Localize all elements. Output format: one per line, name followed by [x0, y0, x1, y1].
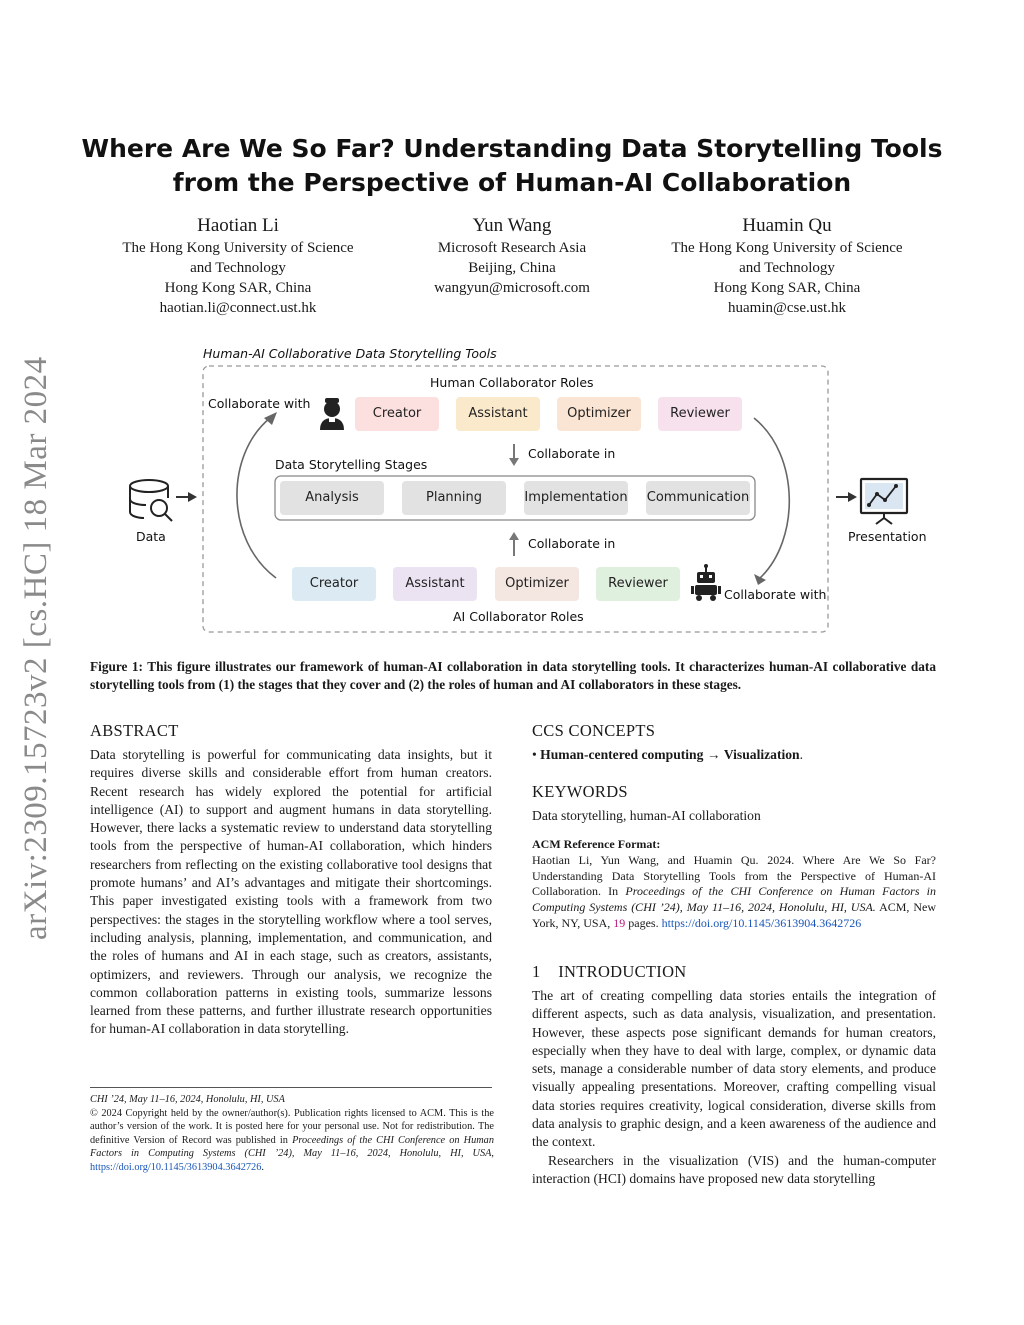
abstract-text: Data storytelling is powerful for communicating data insights, but it requires diverse skills and considerable effort from human creators. Recent research has widely explored the potential for artificial intelligence (AI) to support and augment humans in data storytelling. However, there lacks a systematic review to understand data storytelling tools from the perspective of human-AI collaboration, which hinders researchers from reflecting on the existing collaborative tool designs that promote humans’ and AI’s advantages and mitigate their shortcomings. This paper investigated existing tools with a framework from two perspectives: the stages in the storytelling workflow where a tool serves, including analysis, planning, implementation, and communication, and the roles of humans and AI in each stage, such as creators, assistants, optimizers, and reviewers. Through our analysis, we recognize the common collaboration patterns in existing tools, summarize lessons learned from these patterns, and further illustrate research opportunities for human-AI collaboration in data storytelling.: [90, 747, 492, 1037]
ai-role-assistant: Assistant: [393, 567, 477, 601]
footnote-doi-link[interactable]: https://doi.org/10.1145/3613904.3642726: [90, 1161, 262, 1173]
intro-section-number: 1: [532, 962, 541, 981]
author-name: Yun Wang: [472, 215, 552, 236]
ai-role-reviewer: Reviewer: [596, 567, 680, 601]
title-line-1: Where Are We So Far? Understanding Data Storytelling Tools: [81, 134, 943, 163]
author-location: Hong Kong SAR, China: [713, 280, 861, 296]
figure-graphics: [0, 0, 1024, 650]
author-name: Huamin Qu: [742, 215, 832, 236]
ai-role-optimizer: Optimizer: [495, 567, 579, 601]
acm-reference-proceedings: Proceedings of the CHI Conference on Human Factors in Computing Systems (CHI ’24), May 11–16, 2024, Honolulu, HI, USA.: [532, 884, 937, 915]
author-email: haotian.li@connect.ust.hk: [159, 300, 317, 316]
intro-heading: [532, 962, 687, 982]
human-role-optimizer: Optimizer: [557, 397, 641, 431]
presentation-chart-icon: [861, 479, 907, 524]
author-location: Beijing, China: [468, 260, 556, 276]
ccs-subconcept: Visualization: [723, 747, 800, 762]
collaborate-in-bottom-label: Collaborate in: [528, 536, 616, 551]
human-role-reviewer: Reviewer: [658, 397, 742, 431]
right-curved-arrowhead: [754, 574, 766, 585]
author-email: huamin@cse.ust.hk: [728, 300, 846, 316]
presentation-arrowhead: [848, 492, 857, 502]
footnote-rule: [90, 1087, 492, 1088]
intro-paragraph-1: The art of creating compelling data stories entails the integration of different aspects, such as data analysis, visualization, and presentation. However, these aspects pose significant demands for human creators, especially when they have to deal with large, complex, or dynamic data sets, manage a considerable number of data story elements, and produce visually appealing presentations. Moreover, crafting compelling visual data stories requires creativity, logical consideration, diverse skills from data analysis to graphic design, and a keen awareness of the audience and the context.: [532, 988, 936, 1150]
acm-reference: [532, 837, 936, 932]
acm-reference-doi-link[interactable]: https://doi.org/10.1145/3613904.3642726: [661, 915, 862, 930]
author-affiliation: and Technology: [190, 260, 286, 276]
author-affiliation: The Hong Kong University of Science: [122, 240, 354, 256]
collaborate-in-arrowhead-up: [509, 532, 519, 540]
author-affiliation: The Hong Kong University of Science: [671, 240, 903, 256]
human-collaborator-icon: [320, 398, 344, 430]
acm-reference-pages-suffix: pages.: [628, 915, 659, 930]
title-line-2: from the Perspective of Human-AI Collaboration: [172, 168, 852, 197]
stage-implementation: Implementation: [524, 481, 628, 515]
acm-reference-heading: ACM Reference Format:: [532, 837, 661, 851]
author-location: Hong Kong SAR, China: [164, 280, 312, 296]
footnote-venue: CHI ’24, May 11–16, 2024, Honolulu, HI, USA: [90, 1094, 285, 1105]
database-search-icon: [130, 480, 172, 521]
ai-role-creator: Creator: [292, 567, 376, 601]
abstract-heading: ABSTRACT: [90, 721, 179, 740]
left-curved-arrowhead: [264, 412, 277, 425]
stage-analysis: Analysis: [280, 481, 384, 515]
collaborate-with-human-label: Collaborate with: [208, 396, 311, 411]
intro-paragraph-2: Researchers in the visualization (VIS) and the human-computer interaction (HCI) domains have proposed new data storytelling: [532, 1153, 936, 1187]
data-label: Data: [136, 529, 166, 544]
arxiv-identifier: arXiv:2309.15723v2 [cs.HC] 18 Mar 2024: [18, 356, 54, 940]
stage-planning: Planning: [402, 481, 506, 515]
keywords-heading: KEYWORDS: [532, 782, 628, 801]
acm-reference-pages: 19: [613, 915, 626, 930]
ccs-heading: CCS CONCEPTS: [532, 721, 656, 740]
stages-title: Data Storytelling Stages: [275, 457, 428, 472]
footnote: [90, 1093, 494, 1175]
author-affiliation: Microsoft Research Asia: [437, 240, 587, 256]
data-arrowhead: [188, 492, 197, 502]
figure-1: [0, 0, 1024, 650]
keywords-text: Data storytelling, human-AI collaboration: [532, 808, 761, 823]
collaborate-in-top-label: Collaborate in: [528, 446, 616, 461]
intro-section-title: INTRODUCTION: [558, 962, 687, 981]
figure-frame-title: Human-AI Collaborative Data Storytelling Tools: [203, 346, 497, 361]
author-name: Haotian Li: [197, 215, 279, 236]
ccs-concepts: • Human-centered computing → Visualization.: [532, 747, 804, 762]
figure-caption: Figure 1: This figure illustrates our framework of human-AI collaboration in data storytelling tools. It characterizes human-AI collaborative data storytelling tools from (1) the stages that they cover and (2) the roles of human and AI collaborators in these stages.: [90, 659, 936, 693]
right-curved-arrow: [754, 418, 789, 578]
human-role-creator: Creator: [355, 397, 439, 431]
presentation-label: Presentation: [848, 529, 927, 544]
collaborate-in-arrowhead-down: [509, 458, 519, 466]
human-roles-title: Human Collaborator Roles: [430, 375, 594, 390]
acm-reference-publisher: ACM, New York, NY, USA,: [532, 900, 937, 930]
left-curved-arrow: [237, 418, 276, 578]
author-email: wangyun@microsoft.com: [434, 280, 590, 296]
footnote-copyright: © 2024 Copyright held by the owner/author(s). Publication rights licensed to ACM. This is the author’s version of the work. It is posted here for your personal use. Not for redistribution. The definitive Version of Record was published in Proceedings of the CHI Conference on Human Factors in Computing Systems (CHI ’24), May 11–16, 2024, Honolulu, HI, USA, https://doi.org/10.1145/3613904.3642726.: [90, 1107, 494, 1173]
ai-roles-title: AI Collaborator Roles: [453, 609, 584, 624]
ccs-concept: Human-centered computing: [540, 747, 704, 762]
human-role-assistant: Assistant: [456, 397, 540, 431]
author-affiliation: and Technology: [739, 260, 835, 276]
collaborate-with-ai-label: Collaborate with: [724, 587, 827, 602]
ccs-bullet: •: [532, 747, 537, 762]
footnote-copyright-text: © 2024 Copyright held by the owner/author(s). Publication rights licensed to ACM. This is the author’s version of the work. It is posted here for your personal use. Not for redistribution. The definitive Version of Record was published in: [90, 1107, 494, 1146]
stage-communication: Communication: [646, 481, 750, 515]
robot-icon: [691, 564, 721, 601]
ccs-arrow: →: [706, 747, 721, 762]
acm-reference-citation: Haotian Li, Yun Wang, and Huamin Qu. 2024. Where Are We So Far? Understanding Data Storytelling Tools from the Perspective of Human-AI Collaboration. In: [532, 852, 936, 899]
footnote-proceedings: Proceedings of the CHI Conference on Human Factors in Computing Systems (CHI ’24), May 11–16, 2024, Honolulu, HI, USA: [90, 1134, 494, 1160]
